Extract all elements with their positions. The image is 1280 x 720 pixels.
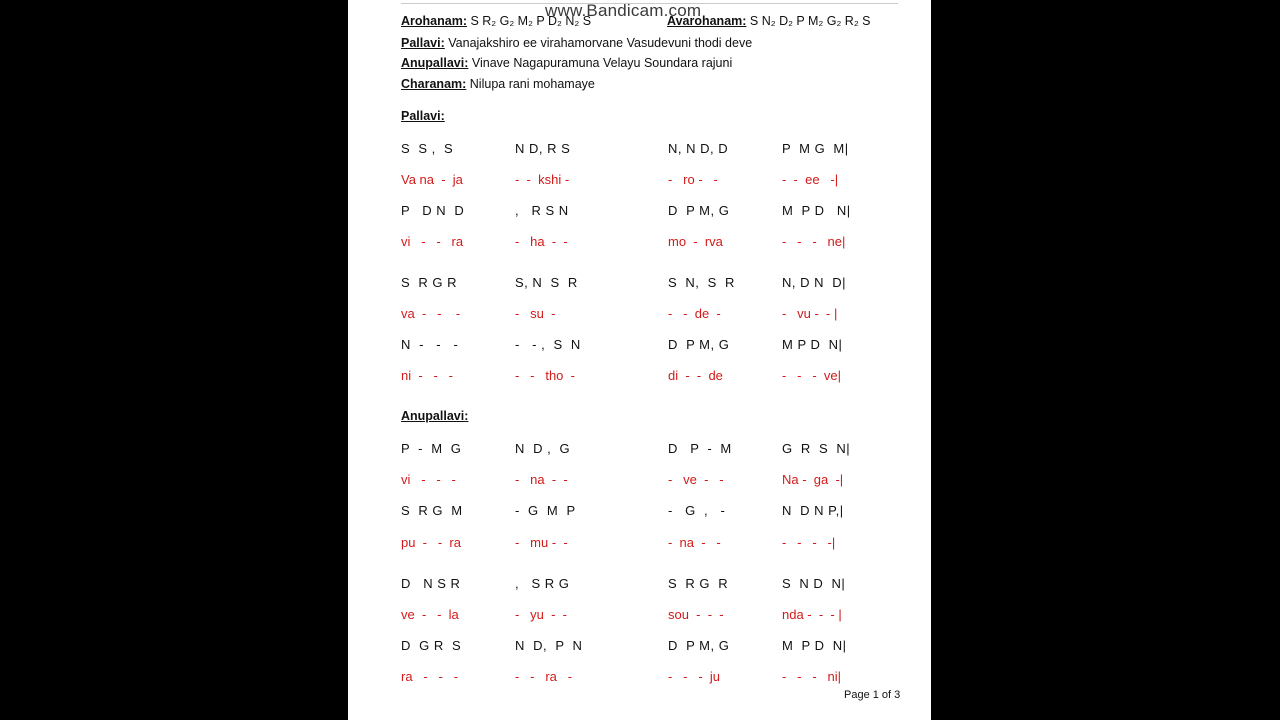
lyric-row: [348, 607, 931, 625]
notation-cell: D P M, G: [668, 203, 730, 218]
notation-row: [348, 503, 931, 521]
lyric-row: [348, 535, 931, 553]
lyric-row: [348, 234, 931, 252]
anupallavi-label: Anupallavi:: [401, 56, 469, 70]
pallavi-label: Pallavi:: [401, 36, 445, 50]
page-number: Page 1 of 3: [844, 689, 901, 701]
section-pallavi-heading: Pallavi:: [401, 109, 445, 123]
lyric-cell: - - - ne|: [782, 234, 846, 249]
lyric-cell: va - - -: [401, 306, 461, 321]
notation-cell: P - M G: [401, 441, 462, 456]
lyric-cell: ra - - -: [401, 669, 459, 684]
notation-cell: , R S N: [515, 203, 569, 218]
notation-cell: P D N D: [401, 203, 465, 218]
lyric-cell: - mu - -: [515, 535, 568, 550]
notation-cell: D N S R: [401, 576, 461, 591]
lyric-cell: - ha - -: [515, 234, 568, 249]
lyric-row: [348, 306, 931, 324]
notation-cell: N D, R S: [515, 141, 571, 156]
notation-cell: - G M P: [515, 503, 576, 518]
notation-cell: D P M, G: [668, 638, 730, 653]
notation-cell: - - , S N: [515, 337, 581, 352]
notation-cell: N D N P,|: [782, 503, 844, 518]
notation-cell: , S R G: [515, 576, 570, 591]
arohanam-value: S R₂ G₂ M₂ P D₂ N₂ S: [470, 14, 592, 28]
notation-cell: M P D N|: [782, 638, 847, 653]
lyric-cell: Na - ga -|: [782, 472, 844, 487]
notation-cell: - G , -: [668, 503, 726, 518]
lyric-cell: nda - - - |: [782, 607, 842, 622]
notation-cell: N, N D, D: [668, 141, 729, 156]
charanam-label: Charanam:: [401, 77, 467, 91]
notation-cell: N - - -: [401, 337, 459, 352]
lyric-cell: di - - de: [668, 368, 723, 383]
notation-cell: N D , G: [515, 441, 571, 456]
charanam-info: [401, 77, 595, 91]
notation-cell: S R G M: [401, 503, 463, 518]
lyric-cell: - - ra -: [515, 669, 573, 684]
section-anupallavi-heading: Anupallavi:: [401, 409, 469, 423]
notation-row: [348, 576, 931, 594]
notation-row: [348, 203, 931, 221]
lyric-cell: - - kshi -: [515, 172, 570, 187]
notation-cell: D P M, G: [668, 337, 730, 352]
notation-cell: S S , S: [401, 141, 454, 156]
pallavi-value: Vanajakshiro ee virahamorvane Vasudevuni thodi deve: [448, 36, 753, 50]
arohanam-label: Arohanam:: [401, 14, 467, 28]
avarohanam-value: S N₂ D₂ P M₂ G₂ R₂ S: [749, 14, 871, 28]
lyric-cell: ve - - la: [401, 607, 459, 622]
lyric-cell: - ro - -: [668, 172, 718, 187]
lyric-cell: - - de -: [668, 306, 721, 321]
lyric-cell: sou - - -: [668, 607, 724, 622]
lyric-cell: vi - - -: [401, 472, 456, 487]
lyric-cell: - - - ni|: [782, 669, 841, 684]
anupallavi-value: Vinave Nagapuramuna Velayu Soundara rajuni: [471, 56, 733, 70]
lyric-cell: - su -: [515, 306, 556, 321]
notation-cell: N D, P N: [515, 638, 583, 653]
notation-cell: S, N S R: [515, 275, 578, 290]
notation-cell: M P D N|: [782, 203, 851, 218]
notation-row: [348, 141, 931, 159]
lyric-cell: - yu - -: [515, 607, 567, 622]
notation-row: [348, 441, 931, 459]
notation-cell: N, D N D|: [782, 275, 846, 290]
bandicam-watermark: www.Bandicam.com: [545, 1, 702, 20]
lyric-cell: - - - -|: [782, 535, 836, 550]
lyric-cell: pu - - ra: [401, 535, 461, 550]
lyric-cell: - na - -: [668, 535, 721, 550]
lyric-cell: mo - rva: [668, 234, 723, 249]
lyric-cell: - ve - -: [668, 472, 724, 487]
notation-cell: D G R S: [401, 638, 462, 653]
notation-cell: S N, S R: [668, 275, 735, 290]
lyric-row: [348, 669, 931, 687]
lyric-row: [348, 368, 931, 386]
charanam-value: Nilupa rani mohamaye: [469, 77, 595, 91]
notation-cell: S R G R: [401, 275, 458, 290]
lyric-cell: - vu - - |: [782, 306, 838, 321]
lyric-cell: - - - ju: [668, 669, 720, 684]
lyric-cell: - - - ve|: [782, 368, 841, 383]
lyric-cell: Va na - ja: [401, 172, 463, 187]
lyric-cell: - - ee -|: [782, 172, 839, 187]
notation-row: [348, 638, 931, 656]
lyric-row: [348, 172, 931, 190]
notation-row: [348, 337, 931, 355]
notation-cell: G R S N|: [782, 441, 851, 456]
notation-cell: M P D N|: [782, 337, 843, 352]
lyric-row: [348, 472, 931, 490]
notation-row: [348, 275, 931, 293]
lyric-cell: - - tho -: [515, 368, 575, 383]
avarohanam-label: Avarohanam:: [667, 14, 747, 28]
notation-cell: P M G M|: [782, 141, 849, 156]
notation-cell: S N D N|: [782, 576, 846, 591]
pallavi-info: [401, 36, 752, 50]
notation-cell: D P - M: [668, 441, 732, 456]
notation-cell: S R G R: [668, 576, 729, 591]
lyric-cell: - na - -: [515, 472, 568, 487]
anupallavi-info: [401, 56, 732, 70]
lyric-cell: ni - - -: [401, 368, 453, 383]
document-page: [348, 0, 931, 720]
lyric-cell: vi - - ra: [401, 234, 464, 249]
